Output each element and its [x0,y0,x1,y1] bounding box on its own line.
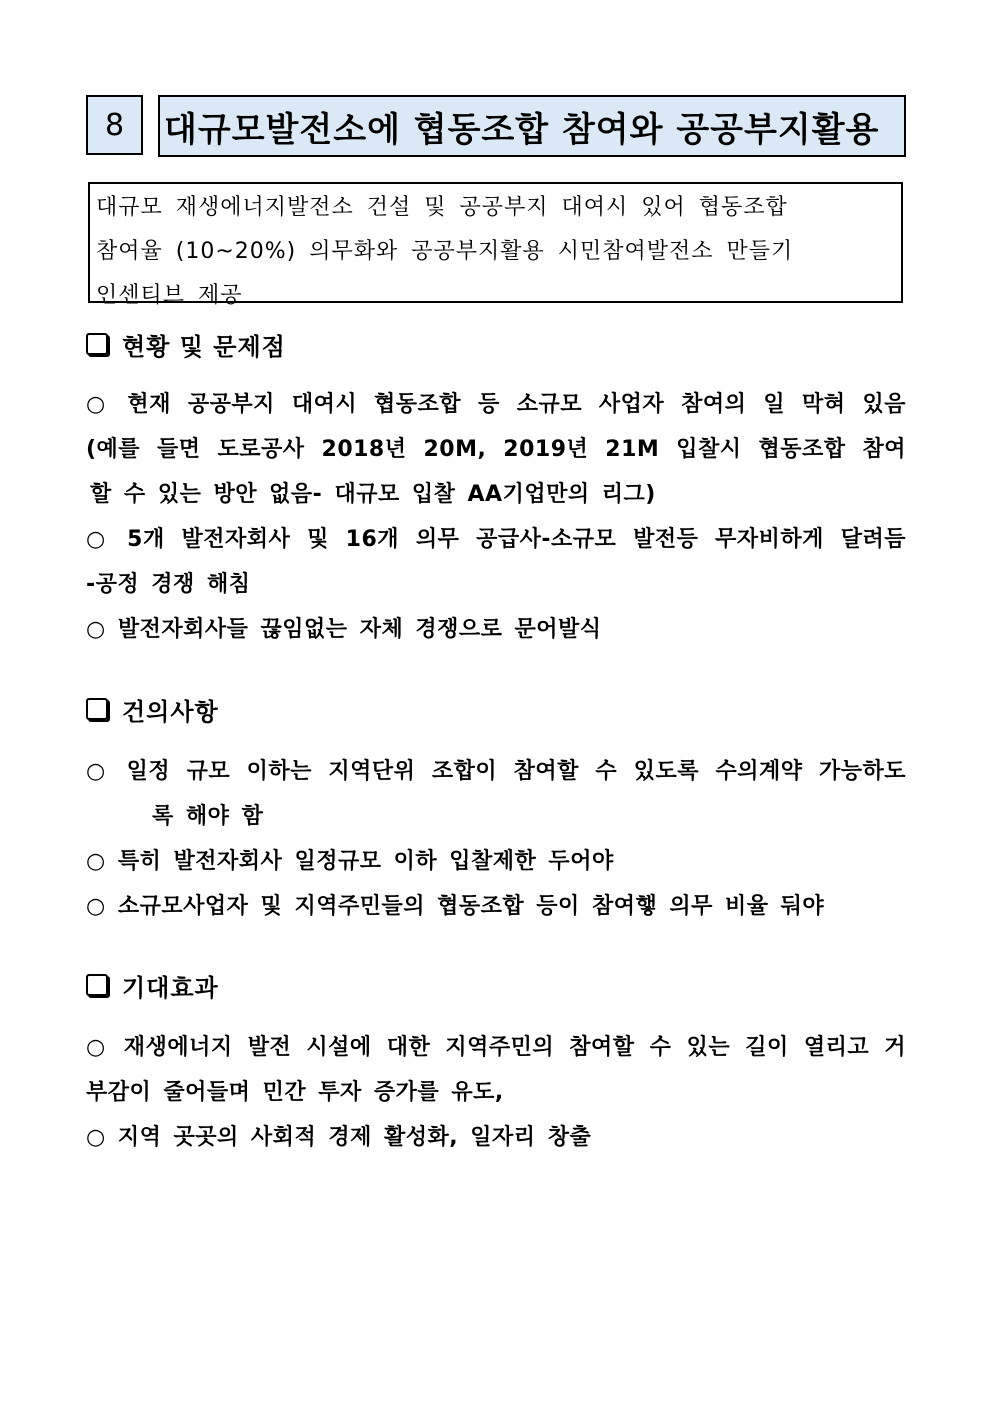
list-item: 부감이 줄어들며 민간 투자 증가를 유도, [86,1080,504,1105]
list-item: ○ 일정 규모 이하는 지역단위 조합이 참여할 수 있도록 수의계약 가능하도 [86,759,906,784]
section-expected-effects [86,968,906,1160]
title-row [86,95,906,157]
summary-box [88,182,903,308]
section-heading-label: 현황 및 문제점 [122,332,286,361]
section-current-status [86,327,906,652]
list-item: ○ 특히 발전자회사 일정규모 이하 입찰제한 두어야 [86,849,614,874]
checkbox-icon [86,974,108,996]
summary-line: 인센티브 제공 [96,283,243,308]
list-item: -공정 경쟁 해침 [86,572,251,597]
list-item: 할 수 있는 방안 없음- 대규모 입찰 AA기업만의 리그) [90,482,656,507]
checkbox-icon [86,333,108,355]
section-heading-label: 건의사항 [122,697,219,726]
list-item: ○ 지역 곳곳의 사회적 경제 활성화, 일자리 창출 [86,1125,592,1150]
list-item: ○ 재생에너지 발전 시설에 대한 지역주민의 참여할 수 있는 길이 열리고 거 [86,1035,906,1060]
list-item: ○ 소규모사업자 및 지역주민들의 협동조합 등이 참여햏 의무 비율 둬야 [86,894,825,919]
summary-line: 대규모 재생에너지발전소 건설 및 공공부지 대여시 있어 협동조합 [96,195,788,220]
checkbox-icon [86,698,108,720]
section-number-box: 8 [86,95,143,155]
summary-line: 참여율 (10~20%) 의무화와 공공부지활용 시민참여발전소 만들기 [96,239,794,264]
section-heading [86,968,906,1002]
section-heading-label: 기대효과 [122,973,219,1002]
section-proposals [86,692,906,929]
page-title: 대규모발전소에 협동조합 참여와 공공부지활용 [158,95,906,157]
list-item: (예를 들면 도로공사 2018년 20M, 2019년 21M 입찰시 협동조합 참여 [86,437,906,462]
section-heading [86,327,906,361]
list-item: ○ 현재 공공부지 대여시 협동조합 등 소규모 사업자 참여의 일 막혀 있음 [86,392,906,417]
list-item: ○ 5개 발전자회사 및 16개 의무 공급사-소규모 발전등 무자비하게 달려듬 [86,527,906,552]
list-item: ○ 발전자회사들 끊임없는 자체 경쟁으로 문어발식 [86,617,602,642]
list-item: 록 해야 함 [152,804,264,829]
section-heading [86,692,906,726]
